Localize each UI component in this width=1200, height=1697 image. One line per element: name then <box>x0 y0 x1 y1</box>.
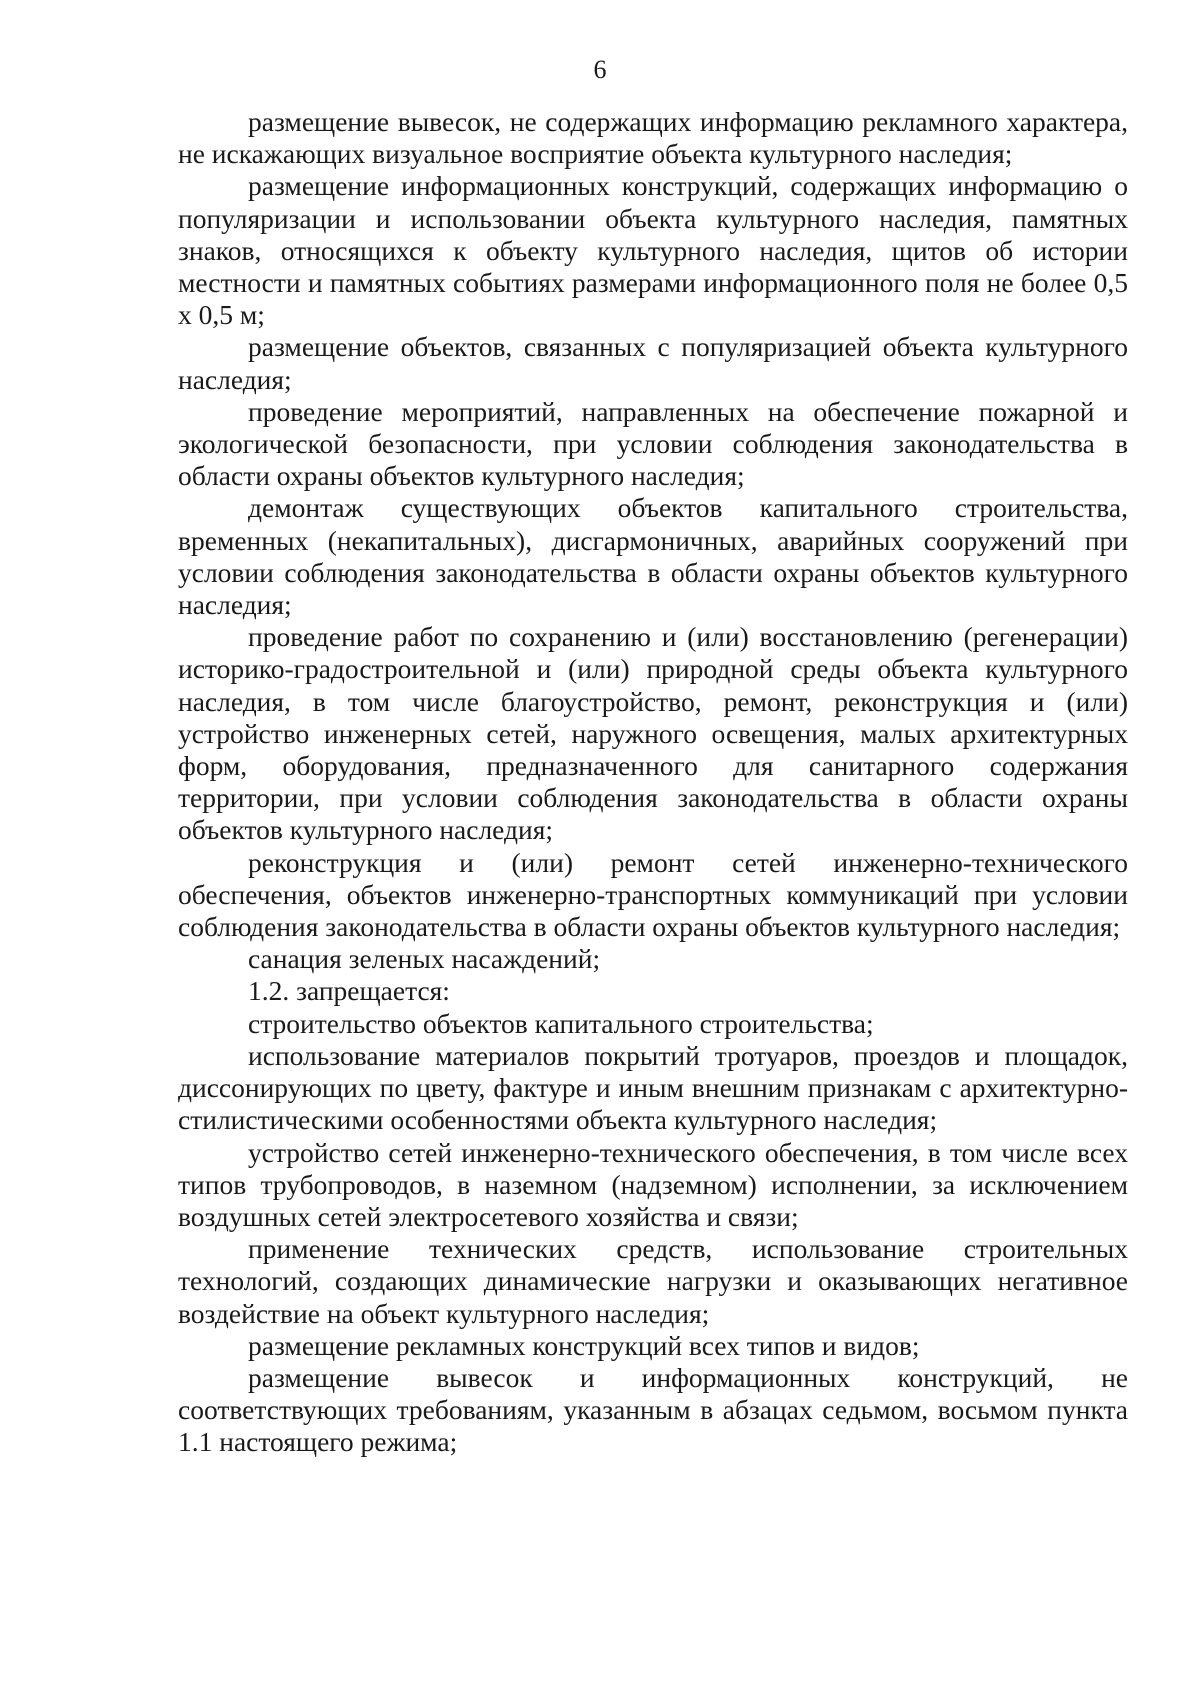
paragraph-popularization-objects: размещение объектов, связанных с популяризацией объекта культурного наследия; <box>178 331 1128 395</box>
paragraph-demolition: демонтаж существующих объектов капитального строительства, временных (некапитальных), дисгармоничных, аварийных сооружений при условии соблюдения законодательства в области охраны объектов культурного наследия; <box>178 492 1128 621</box>
section-heading-prohibited: 1.2. запрещается: <box>248 975 450 1007</box>
paragraph-information-structures: размещение информационных конструкций, содержащих информацию о популяризации и использовании объекта культурного наследия, памятных знаков, относящихся к объекту культурного наследия, щитов об истории местности и памятных событиях размерами информационного поля не более 0,5 х 0,5 м; <box>178 170 1128 331</box>
paragraph-advertising-structures: размещение рекламных конструкций всех типов и видов; <box>248 1329 920 1361</box>
page-number: 6 <box>593 55 607 84</box>
paragraph-dynamic-loads: применение технических средств, использование строительных технологий, создающих динамические нагрузки и оказывающих негативное воздействие на объект культурного наследия; <box>178 1233 1128 1329</box>
paragraph-capital-construction: строительство объектов капитального строительства; <box>248 1007 874 1039</box>
paragraph-networks-reconstruction: реконструкция и (или) ремонт сетей инженерно-технического обеспечения, объектов инженерно-транспортных коммуникаций при условии соблюдения законодательства в области охраны объектов культурного наследия; <box>178 846 1128 943</box>
paragraph-paving-materials: использование материалов покрытий тротуаров, проездов и площадок, диссонирующих по цвету, фактуре и иным внешним признакам с архитектурно-стилистическими особенностями объекта культурного наследия; <box>178 1039 1128 1136</box>
paragraph-green-sanitation: санация зеленых насаждений; <box>248 943 601 975</box>
body-text <box>178 106 1128 1459</box>
paragraph-engineering-networks: устройство сетей инженерно-технического обеспечения, в том числе всех типов трубопроводов, в наземном (надземном) исполнении, за исключением воздушных сетей электросетевого хозяйства и связи; <box>178 1136 1128 1232</box>
paragraph-environment-restoration: проведение работ по сохранению и (или) восстановлению (регенерации) историко-градостроительной и (или) природной среды объекта культурного наследия, в том числе благоустройство, ремонт, реконструкция и (или) устройство инженерных сетей, наружного освещения, малых архитектурных форм, оборудования, предназначенного для санитарного содержания территории, при условии соблюдения законодательства в области охраны объектов культурного наследия; <box>178 621 1128 846</box>
paragraph-fire-ecological-safety: проведение мероприятий, направленных на обеспечение пожарной и экологической безопасности, при условии соблюдения законодательства в области охраны объектов культурного наследия; <box>178 395 1128 492</box>
paragraph-signs-without-advertising: размещение вывесок, не содержащих информацию рекламного характера, не искажающих визуальное восприятие объекта культурного наследия; <box>178 106 1128 170</box>
paragraph-noncompliant-signs: размещение вывесок и информационных конструкций, не соответствующих требованиям, указанным в абзацах седьмом, восьмом пункта 1.1 настоящего режима; <box>178 1361 1128 1458</box>
